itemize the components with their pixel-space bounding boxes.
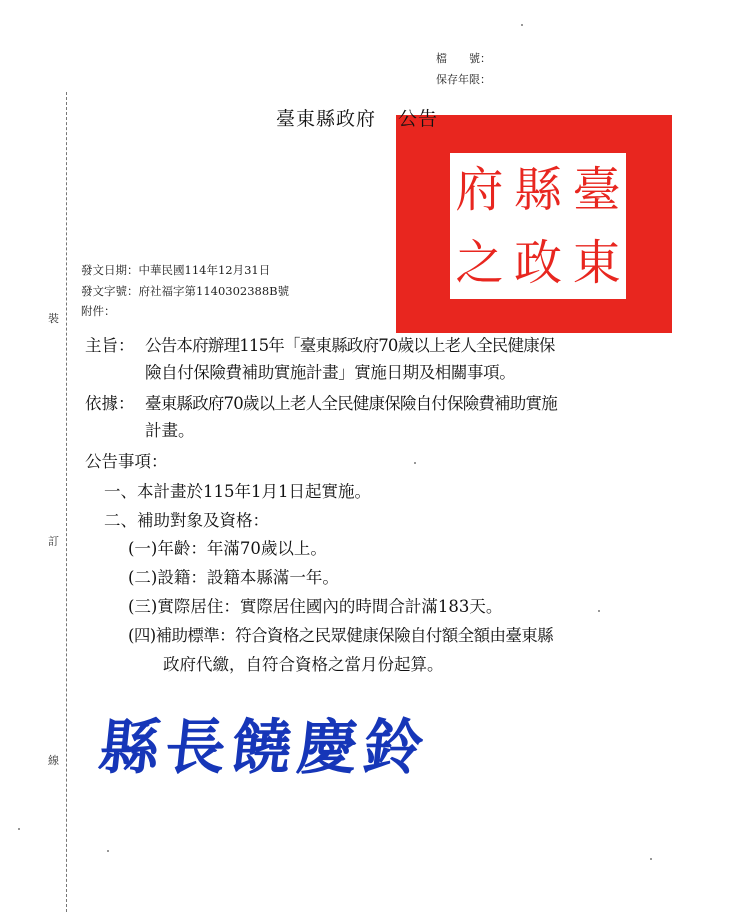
basis-label: 依據：	[85, 394, 135, 413]
magistrate-signature-stamp: 縣長饒慶鈴	[95, 713, 434, 783]
announcement-sub-3: (三)實際居住：實際居住國內的時間合計滿183天。	[128, 597, 503, 616]
binding-char-xian: 線	[48, 754, 59, 767]
official-seal	[396, 115, 672, 333]
announcement-heading: 公告事項：	[85, 452, 168, 471]
attachment-label: 附件：	[81, 304, 116, 318]
basis-line-2: 計畫。	[145, 421, 195, 440]
seal-inner-frame	[448, 151, 628, 301]
announcement-item-2: 二、補助對象及資格：	[104, 511, 269, 530]
announcement-item-1: 一、本計畫於115年1月1日起實施。	[104, 482, 371, 501]
issue-date: 發文日期：中華民國114年12月31日	[81, 263, 271, 277]
file-number-label: 檔 號：	[436, 52, 491, 65]
announcement-sub-1: (一)年齡：年滿70歲以上。	[128, 539, 327, 558]
retention-label: 保存年限：	[436, 73, 491, 86]
scan-speck	[18, 828, 20, 830]
page-title	[276, 104, 438, 131]
seal-char: 臺	[572, 161, 621, 218]
announcement-sub-4-line-2: 政府代繳，自符合資格之當月份起算。	[163, 655, 444, 674]
document-type: 公告	[398, 108, 439, 130]
seal-char: 政	[513, 234, 562, 291]
announcement-sub-2: (二)設籍：設籍本縣滿一年。	[128, 568, 339, 587]
subject-label: 主旨：	[85, 336, 135, 355]
scan-speck	[107, 850, 109, 852]
binding-char-ding: 訂	[48, 535, 59, 548]
subject-line-1: 公告本府辦理115年「臺東縣政府70歲以上老人全民健康保	[145, 336, 555, 355]
scan-speck	[650, 858, 652, 860]
binding-line	[66, 92, 67, 912]
agency-name: 臺東縣政府	[276, 108, 377, 130]
seal-char: 縣	[513, 161, 562, 218]
issue-number: 發文字號：府社福字第1140302388B號	[81, 284, 290, 298]
scan-speck	[414, 462, 416, 464]
subject-line-2: 險自付保險費補助實施計畫」實施日期及相關事項。	[145, 363, 516, 382]
binding-char-zhuang: 裝	[48, 312, 59, 325]
seal-char: 府	[455, 161, 504, 218]
basis-line-1: 臺東縣政府70歲以上老人全民健康保險自付保險費補助實施	[145, 394, 557, 413]
seal-char: 東	[572, 234, 621, 291]
scan-speck	[521, 24, 523, 26]
seal-char: 之	[455, 234, 504, 291]
announcement-sub-4-line-1: (四)補助標準：符合資格之民眾健康保險自付額全額由臺東縣	[128, 626, 554, 645]
scan-speck	[598, 610, 600, 612]
